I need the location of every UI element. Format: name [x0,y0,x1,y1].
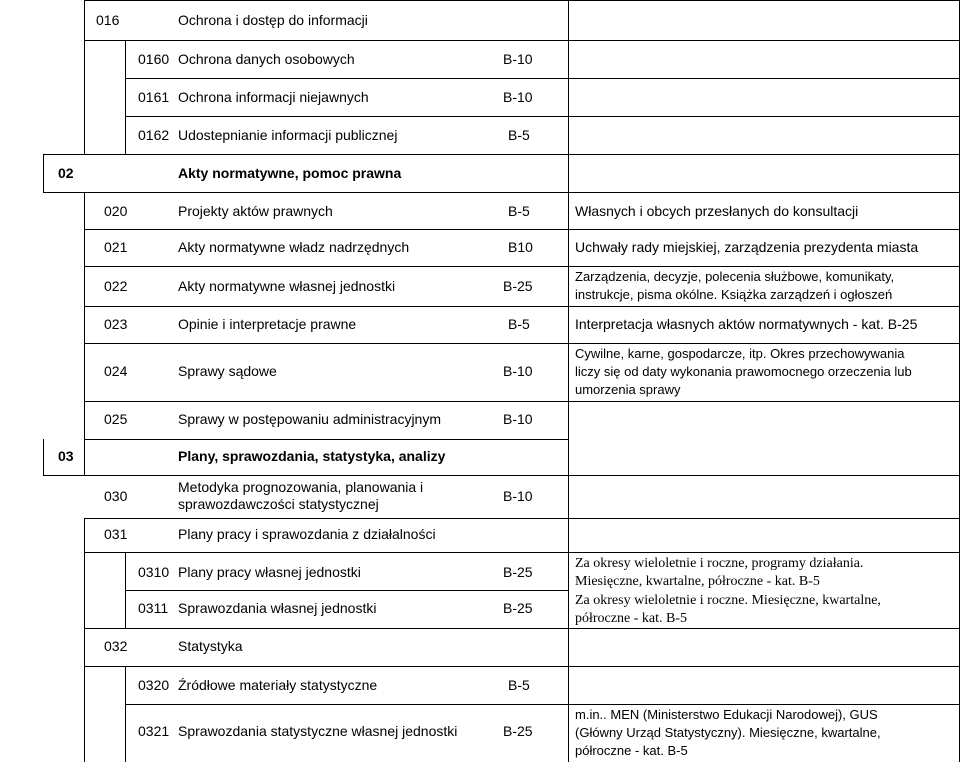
grid-line [125,78,960,79]
row-category: B-10 [503,51,533,67]
row-code: 016 [96,12,120,28]
row-name: Sprawy sądowe [178,363,277,379]
row-category: B-10 [503,488,533,504]
row-name: Plany pracy i sprawozdania z działalności [178,526,436,542]
grid-line [84,552,960,553]
row-code: 0160 [138,51,170,67]
row-note: Cywilne, karne, gospodarcze, itp. Okres przechowywania [575,346,905,361]
row-note: półroczne - kat. B-5 [575,743,688,758]
row-note: Uchwały rady miejskiej, zarządzenia prezydenta miasta [575,239,919,255]
row-code: 022 [104,278,128,294]
row-category: B10 [508,239,533,255]
grid-line [84,401,960,402]
row-category: B-25 [503,564,533,580]
grid-line [43,192,960,193]
grid-line [84,0,960,1]
grid-line [43,439,44,475]
grid-line [84,192,85,475]
row-name: Sprawozdania statystyczne własnej jednostki [178,723,458,739]
row-category: B-10 [503,363,533,379]
row-category: B-25 [503,278,533,294]
row-name: Opinie i interpretacje prawne [178,316,357,332]
row-name: Źródłowe materiały statystyczne [178,677,378,693]
section-code: 02 [58,165,74,181]
row-name: Akty normatywne władz nadrzędnych [178,239,410,255]
grid-line [125,116,960,117]
row-code: 0320 [138,677,170,693]
row-code: 030 [104,488,128,504]
row-category: B-5 [508,316,530,332]
row-code: 0311 [138,600,169,616]
grid-line [84,229,960,230]
row-name: Projekty aktów prawnych [178,203,333,219]
row-name: Plany pracy własnej jednostki [178,564,361,580]
row-name: sprawozdawczości statystycznej [178,496,379,512]
row-category: B-5 [508,677,530,693]
section-name: Plany, sprawozdania, statystyka, analizy [178,448,446,464]
grid-line [84,518,960,519]
row-category: B-5 [508,127,530,143]
row-name: Ochrona i dostęp do informacji [178,12,368,28]
row-note: Interpretacja własnych aktów normatywnych - kat. B-25 [575,316,918,332]
grid-line [84,0,85,154]
row-code: 032 [104,638,128,654]
grid-line [125,40,126,154]
grid-line [84,666,960,667]
row-category: B-10 [503,89,533,105]
section-code: 03 [58,448,74,464]
row-code: 023 [104,316,128,332]
row-code: 031 [104,526,128,542]
grid-line [125,666,126,762]
row-note: Zarządzenia, decyzje, polecenia służbowe, komunikaty, [575,269,895,284]
row-category: B-25 [503,600,533,616]
grid-line [125,552,126,628]
section-name: Akty normatywne, pomoc prawna [178,165,402,181]
row-category: B-25 [503,723,533,739]
row-note: umorzenia sprawy [575,382,681,397]
row-note: Za okresy wieloletnie i roczne. Miesięczne, kwartalne, [575,593,881,608]
grid-line [84,306,960,307]
row-code: 0321 [138,723,170,739]
row-note: (Główny Urząd Statystyczny). Miesięczne, kwartalne, [575,725,881,740]
grid-line [84,266,960,267]
row-code: 021 [104,239,128,255]
row-note: półroczne - kat. B-5 [575,611,687,626]
row-name: Udostepnianie informacji publicznej [178,127,398,143]
row-note: Za okresy wieloletnie i roczne, programy działania. [575,556,864,571]
row-name: Ochrona danych osobowych [178,51,355,67]
grid-line [125,704,960,705]
grid-line [125,590,568,591]
grid-line [43,154,960,155]
grid-line [84,40,960,41]
grid-line [84,518,85,762]
row-note: m.in.. MEN (Ministerstwo Edukacji Narodowej), GUS [575,707,878,722]
grid-line [43,475,960,476]
row-name: Sprawy w postępowaniu administracyjnym [178,411,441,427]
grid-line [568,0,569,762]
row-name: Ochrona informacji niejawnych [178,89,369,105]
row-name: Akty normatywne własnej jednostki [178,278,396,294]
row-code: 025 [104,411,128,427]
row-category: B-10 [503,411,533,427]
grid-line [84,628,960,629]
row-category: B-5 [508,203,530,219]
row-name: Metodyka prognozowania, planowania i [178,479,424,495]
row-code: 020 [104,203,128,219]
row-code: 024 [104,363,128,379]
grid-line [84,343,960,344]
row-code: 0162 [138,127,170,143]
row-name: Sprawozdania własnej jednostki [178,600,377,616]
row-code: 0310 [138,564,170,580]
row-note: Miesięczne, kwartalne, półroczne - kat. B-5 [575,574,820,589]
row-name: Statystyka [178,638,243,654]
grid-line [43,154,44,192]
row-note: instrukcje, pisma okólne. Książka zarządzeń i ogłoszeń [575,287,893,302]
grid-line [84,439,568,440]
row-code: 0161 [138,89,170,105]
row-note: liczy się od daty wykonania prawomocnego orzeczenia lub [575,364,912,379]
row-note: Własnych i obcych przesłanych do konsultacji [575,203,859,219]
